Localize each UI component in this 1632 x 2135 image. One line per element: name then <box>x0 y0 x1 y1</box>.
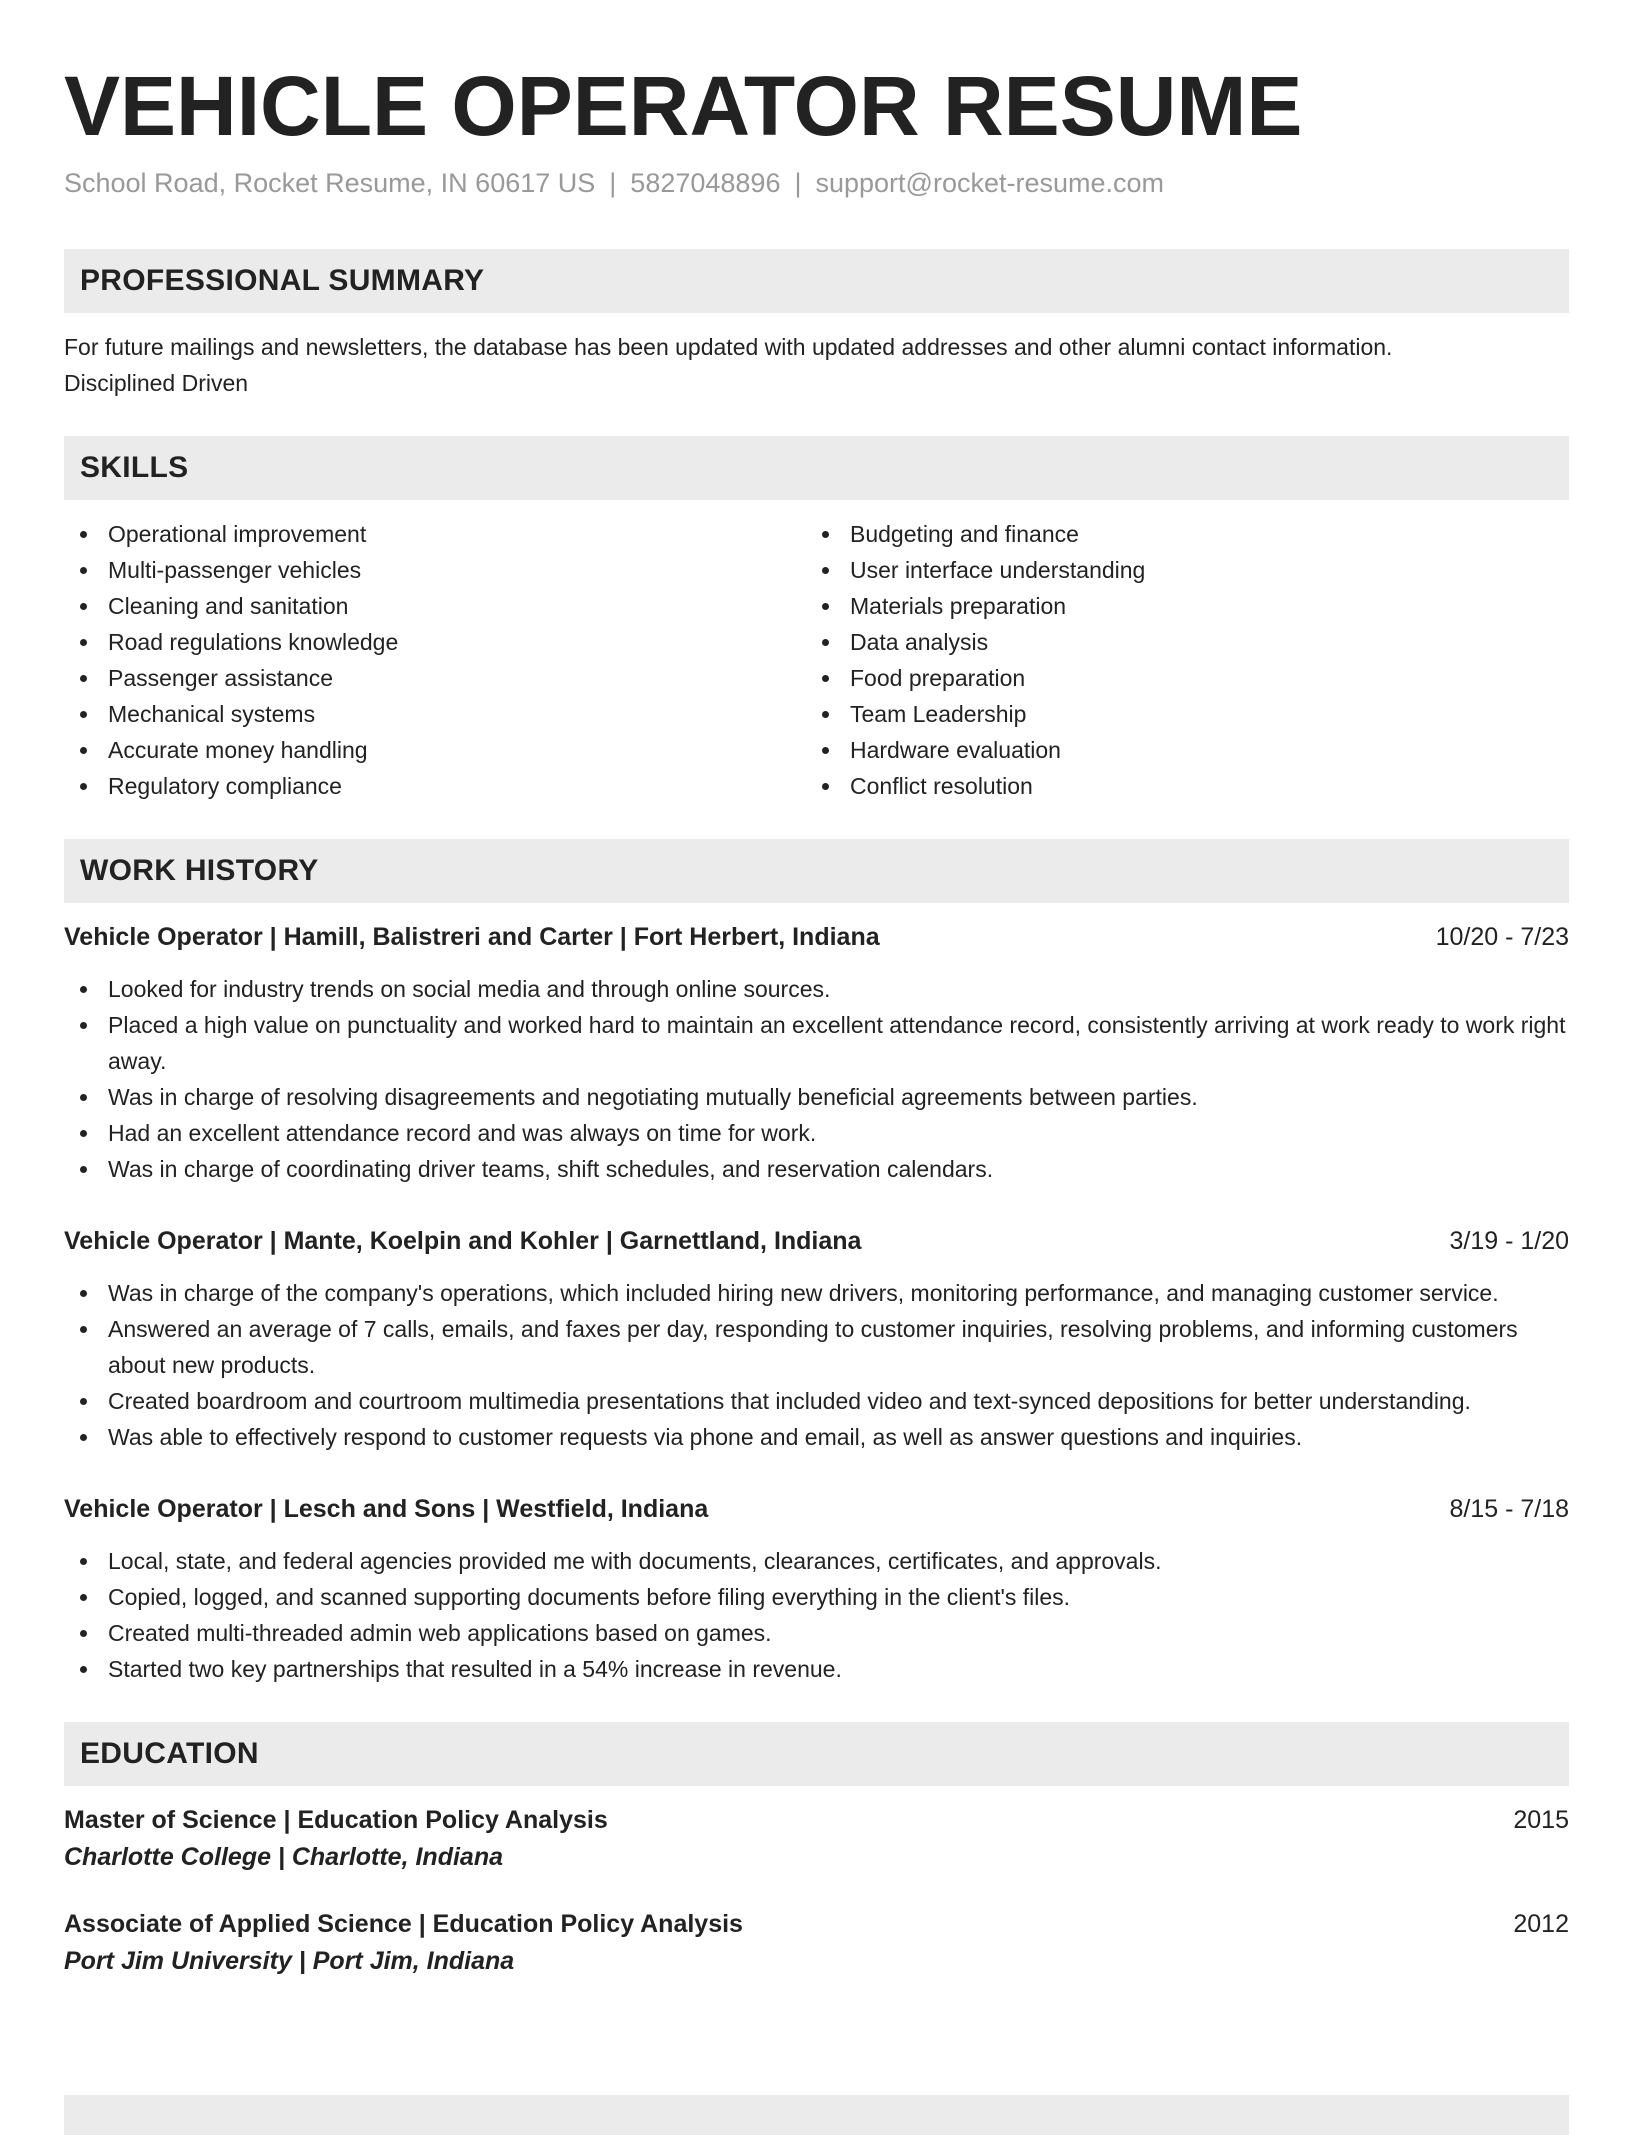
contact-separator: | <box>794 168 802 198</box>
skill-item: User interface understanding <box>806 552 1548 588</box>
education-school: Port Jim University | Port Jim, Indiana <box>64 1947 515 1975</box>
education-year: 2015 <box>1513 1806 1569 1834</box>
education-header <box>64 1802 1569 1838</box>
summary-text <box>64 329 1569 401</box>
education-year: 2012 <box>1513 1910 1569 1938</box>
job-bullet: Answered an average of 7 calls, emails, and faxes per day, responding to customer inquiries, resolving problems, and informing customers about new products. <box>64 1311 1569 1383</box>
education-entry <box>64 1802 1569 1876</box>
skill-item: Conflict resolution <box>806 768 1548 804</box>
contact-separator: | <box>609 168 617 198</box>
job-title: Vehicle Operator | Hamill, Balistreri and Carter | Fort Herbert, Indiana <box>64 923 880 951</box>
job-bullet: Was in charge of the company's operations, which included hiring new drivers, monitoring performance, and managing customer service. <box>64 1275 1569 1311</box>
education-header <box>64 1906 1569 1942</box>
skill-item: Data analysis <box>806 624 1548 660</box>
skills-heading: SKILLS <box>64 436 1569 500</box>
skill-item: Multi-passenger vehicles <box>64 552 806 588</box>
skills-list-right <box>806 516 1548 804</box>
skill-item: Budgeting and finance <box>806 516 1548 552</box>
next-section-header-band <box>64 2095 1569 2135</box>
job-bullet: Local, state, and federal agencies provided me with documents, clearances, certificates, and approvals. <box>64 1543 1569 1579</box>
skills-section <box>64 436 1569 804</box>
skill-item: Accurate money handling <box>64 732 806 768</box>
skill-item: Materials preparation <box>806 588 1548 624</box>
skill-item: Team Leadership <box>806 696 1548 732</box>
job-bullet: Was in charge of resolving disagreements and negotiating mutually beneficial agreements between parties. <box>64 1079 1569 1115</box>
job-bullet: Was in charge of coordinating driver teams, shift schedules, and reservation calendars. <box>64 1151 1569 1187</box>
education-section <box>64 1722 1569 1980</box>
education-entry <box>64 1906 1569 1980</box>
job-bullet: Looked for industry trends on social media and through online sources. <box>64 971 1569 1007</box>
skill-item: Food preparation <box>806 660 1548 696</box>
skill-item: Road regulations knowledge <box>64 624 806 660</box>
skills-list-left <box>64 516 806 804</box>
contact-phone: 5827048896 <box>630 168 781 198</box>
skill-item: Operational improvement <box>64 516 806 552</box>
work-history-section <box>64 839 1569 1687</box>
contact-address: School Road, Rocket Resume, IN 60617 US <box>64 168 596 198</box>
skill-item: Cleaning and sanitation <box>64 588 806 624</box>
job-bullets <box>64 1543 1569 1687</box>
contact-email: support@rocket-resume.com <box>815 168 1165 198</box>
job-bullet: Started two key partnerships that resulted in a 54% increase in revenue. <box>64 1651 1569 1687</box>
job-dates: 3/19 - 1/20 <box>1449 1227 1569 1255</box>
education-degree: Master of Science | Education Policy Analysis <box>64 1806 608 1834</box>
job-bullet: Placed a high value on punctuality and worked hard to maintain an excellent attendance record, consistently arriving at work ready to work right away. <box>64 1007 1569 1079</box>
skills-columns <box>64 516 1569 804</box>
contact-line <box>64 166 1569 200</box>
job-header <box>64 919 1569 955</box>
skill-item: Hardware evaluation <box>806 732 1548 768</box>
job-header <box>64 1491 1569 1527</box>
summary-section <box>64 249 1569 401</box>
summary-heading: PROFESSIONAL SUMMARY <box>64 249 1569 313</box>
job-bullet: Had an excellent attendance record and was always on time for work. <box>64 1115 1569 1151</box>
skill-item: Regulatory compliance <box>64 768 806 804</box>
skill-item: Passenger assistance <box>64 660 806 696</box>
job-bullet: Copied, logged, and scanned supporting documents before filing everything in the client's files. <box>64 1579 1569 1615</box>
job-title: Vehicle Operator | Mante, Koelpin and Kohler | Garnettland, Indiana <box>64 1227 862 1255</box>
job-entry <box>64 919 1569 1187</box>
work-history-heading: WORK HISTORY <box>64 839 1569 903</box>
job-header <box>64 1223 1569 1259</box>
job-title: Vehicle Operator | Lesch and Sons | Westfield, Indiana <box>64 1495 709 1523</box>
job-entry <box>64 1491 1569 1687</box>
job-bullets <box>64 1275 1569 1455</box>
job-bullets <box>64 971 1569 1187</box>
job-dates: 10/20 - 7/23 <box>1435 923 1569 951</box>
job-entry <box>64 1223 1569 1455</box>
summary-line: Disciplined Driven <box>64 370 249 396</box>
resume-page <box>64 0 1569 1980</box>
education-heading: EDUCATION <box>64 1722 1569 1786</box>
job-bullet: Created boardroom and courtroom multimedia presentations that included video and text-synced depositions for better understanding. <box>64 1383 1569 1419</box>
resume-title: VEHICLE OPERATOR RESUME <box>64 59 1303 153</box>
job-bullet: Was able to effectively respond to customer requests via phone and email, as well as answer questions and inquiries. <box>64 1419 1569 1455</box>
skill-item: Mechanical systems <box>64 696 806 732</box>
education-degree: Associate of Applied Science | Education Policy Analysis <box>64 1910 743 1938</box>
education-school: Charlotte College | Charlotte, Indiana <box>64 1843 503 1871</box>
job-dates: 8/15 - 7/18 <box>1449 1495 1569 1523</box>
summary-line: For future mailings and newsletters, the database has been updated with updated addresses and other alumni contact information. <box>64 334 1393 360</box>
job-bullet: Created multi-threaded admin web applications based on games. <box>64 1615 1569 1651</box>
